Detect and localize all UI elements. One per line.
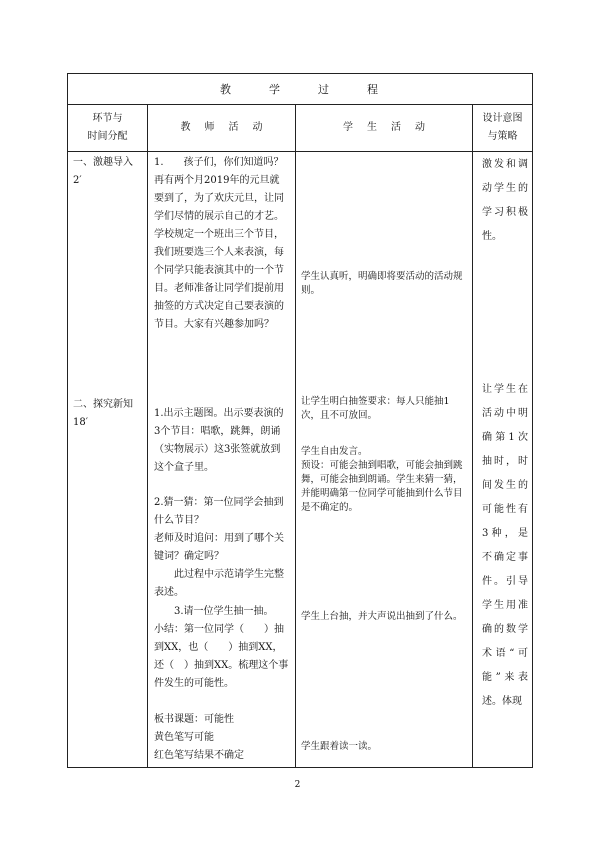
stage-2-time: 18′ bbox=[73, 417, 88, 428]
header-char: 活 bbox=[391, 122, 401, 133]
design-para-2: 让学生在活动中明确第1次抽时，时间发生的可能性有3种，是不确定事件。引导学生用准确的数学术语“可能”来表述。体现 bbox=[482, 384, 528, 707]
stage-cell bbox=[68, 152, 148, 768]
stage-1-title: 一、激趣导入 bbox=[73, 157, 133, 168]
teacher-para-4: 老师及时追问：用到了哪个关键词？确定吗？ bbox=[154, 533, 284, 562]
header-char: 师 bbox=[204, 122, 215, 133]
header-stage bbox=[68, 105, 148, 152]
teacher-para-5: 此过程中示范请学生完整表述。 bbox=[154, 569, 284, 598]
teacher-para-7: 小结：第一位同学（ ）抽到XX，也（ ）抽到XX，还（ ）抽到XX。梳理这个事件发生的可能性。 bbox=[154, 624, 289, 689]
header-design-line1: 设计意图 bbox=[482, 113, 523, 124]
header-teacher-activity bbox=[148, 105, 296, 152]
title-char: 教 bbox=[220, 83, 233, 96]
teacher-para-10: 红色笔写结果不确定 bbox=[154, 750, 244, 761]
teacher-activity-cell bbox=[148, 152, 296, 768]
student-para-2: 让学生明白抽签要求：每人只能抽1次，且不可放回。 bbox=[301, 396, 450, 421]
header-stage-line1: 环节与 bbox=[92, 113, 123, 124]
student-para-5: 学生上台抽，并大声说出抽到了什么。 bbox=[301, 611, 463, 622]
student-para-1: 学生认真听，明确即将要活动的活动规则。 bbox=[301, 271, 463, 296]
teacher-para-2: 1.出示主题图。出示要表演的3个节目：唱歌，跳舞，朗诵（实物展示）这3张签就放到这个盒子里。 bbox=[154, 408, 284, 473]
title-char: 程 bbox=[367, 83, 380, 96]
lesson-process-table bbox=[67, 73, 533, 768]
header-char: 学 bbox=[343, 122, 353, 133]
teacher-para-6: 3.请一位学生抽一抽。 bbox=[174, 606, 274, 617]
teacher-para-3: 2.猜一猜：第一位同学会抽到什么节目？ bbox=[154, 497, 284, 526]
header-student-activity bbox=[296, 105, 473, 152]
table-title bbox=[68, 74, 533, 105]
teacher-para-1: 1. 孩子们，你们知道吗？再有两个月2019年的元旦就要到了，为了欢庆元旦，让同学们尽情的展示自己的才艺。学校规定一个班出三个节目，我们班要选三个人来表演，每个同学只能表演其中的一个节目。老师准备让同学们提前用抽签的方式决定自己要表演的节目。大家有兴趣参加吗？ bbox=[154, 157, 284, 330]
header-design-intent bbox=[473, 105, 533, 152]
header-char: 生 bbox=[367, 122, 377, 133]
student-activity-cell bbox=[296, 152, 473, 768]
teacher-para-8: 板书课题：可能性 bbox=[154, 714, 234, 725]
header-char: 活 bbox=[228, 122, 239, 133]
header-char: 教 bbox=[180, 122, 191, 133]
design-para-1: 激发和调动学生的学习积极性。 bbox=[482, 159, 528, 242]
title-char: 过 bbox=[318, 83, 331, 96]
teacher-para-9: 黄色笔写可能 bbox=[154, 732, 214, 743]
header-design-line2: 与策略 bbox=[487, 131, 518, 142]
header-char: 动 bbox=[252, 122, 263, 133]
stage-1-time: 2′ bbox=[73, 175, 82, 186]
header-char: 动 bbox=[415, 122, 425, 133]
header-stage-line2: 时间分配 bbox=[87, 131, 128, 142]
stage-2-title: 二、探究新知 bbox=[73, 399, 133, 410]
student-para-6: 学生跟着读一读。 bbox=[301, 741, 378, 752]
student-para-3: 学生自由发言。 bbox=[301, 446, 368, 457]
student-para-4: 预设：可能会抽到唱歌，可能会抽到跳舞，可能会抽到朗诵。学生来猜一猜，并能明确第一位同学可能抽到什么节目是不确定的。 bbox=[301, 460, 463, 513]
design-intent-cell bbox=[473, 152, 533, 768]
page-number: 2 bbox=[294, 780, 301, 790]
title-char: 学 bbox=[269, 83, 282, 96]
